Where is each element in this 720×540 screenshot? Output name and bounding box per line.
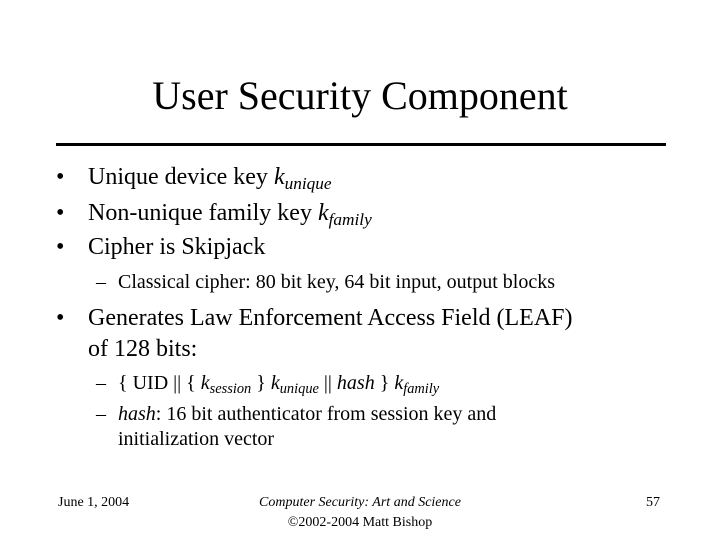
footer-course-title: Computer Security: Art and Science xyxy=(259,495,461,510)
bullet-text-line1: Generates Law Enforcement Access Field (LEAF) xyxy=(88,305,573,331)
bullet-text-line2: of 128 bits: xyxy=(88,336,198,362)
slide-title: User Security Component xyxy=(152,73,568,118)
bullet-marker: • xyxy=(56,234,65,260)
footer-date: June 1, 2004 xyxy=(58,495,130,510)
bullet-marker: • xyxy=(56,200,65,226)
bullet-text: Unique device key $k_{unique}$ xyxy=(88,164,332,193)
subbullet-text: Classical cipher: 80 bit key, 64 bit input, output blocks xyxy=(118,271,555,293)
footer-course xyxy=(0,493,720,533)
bullet-marker: • xyxy=(56,305,65,331)
bullet-marker: • xyxy=(56,164,65,190)
bullet-text: Cipher is Skipjack xyxy=(88,234,266,260)
leaf-formula: { UID || { $k_{session}$ } $k_{unique}$ || hash } $k_{family}$ xyxy=(118,372,440,398)
hash-note-line2: initialization vector xyxy=(118,428,275,450)
footer-page-number: 57 xyxy=(646,495,660,510)
dash-marker: – xyxy=(96,372,106,394)
dash-marker: – xyxy=(96,403,106,425)
footer-copyright: ©2002-2004 Matt Bishop xyxy=(287,515,433,530)
bullet-text: Non-unique family key $k_{family}$ xyxy=(88,200,372,229)
title-divider xyxy=(56,143,666,146)
dash-marker: – xyxy=(96,271,106,293)
hash-note-line1: hash: 16 bit authenticator from session key and xyxy=(118,403,497,425)
